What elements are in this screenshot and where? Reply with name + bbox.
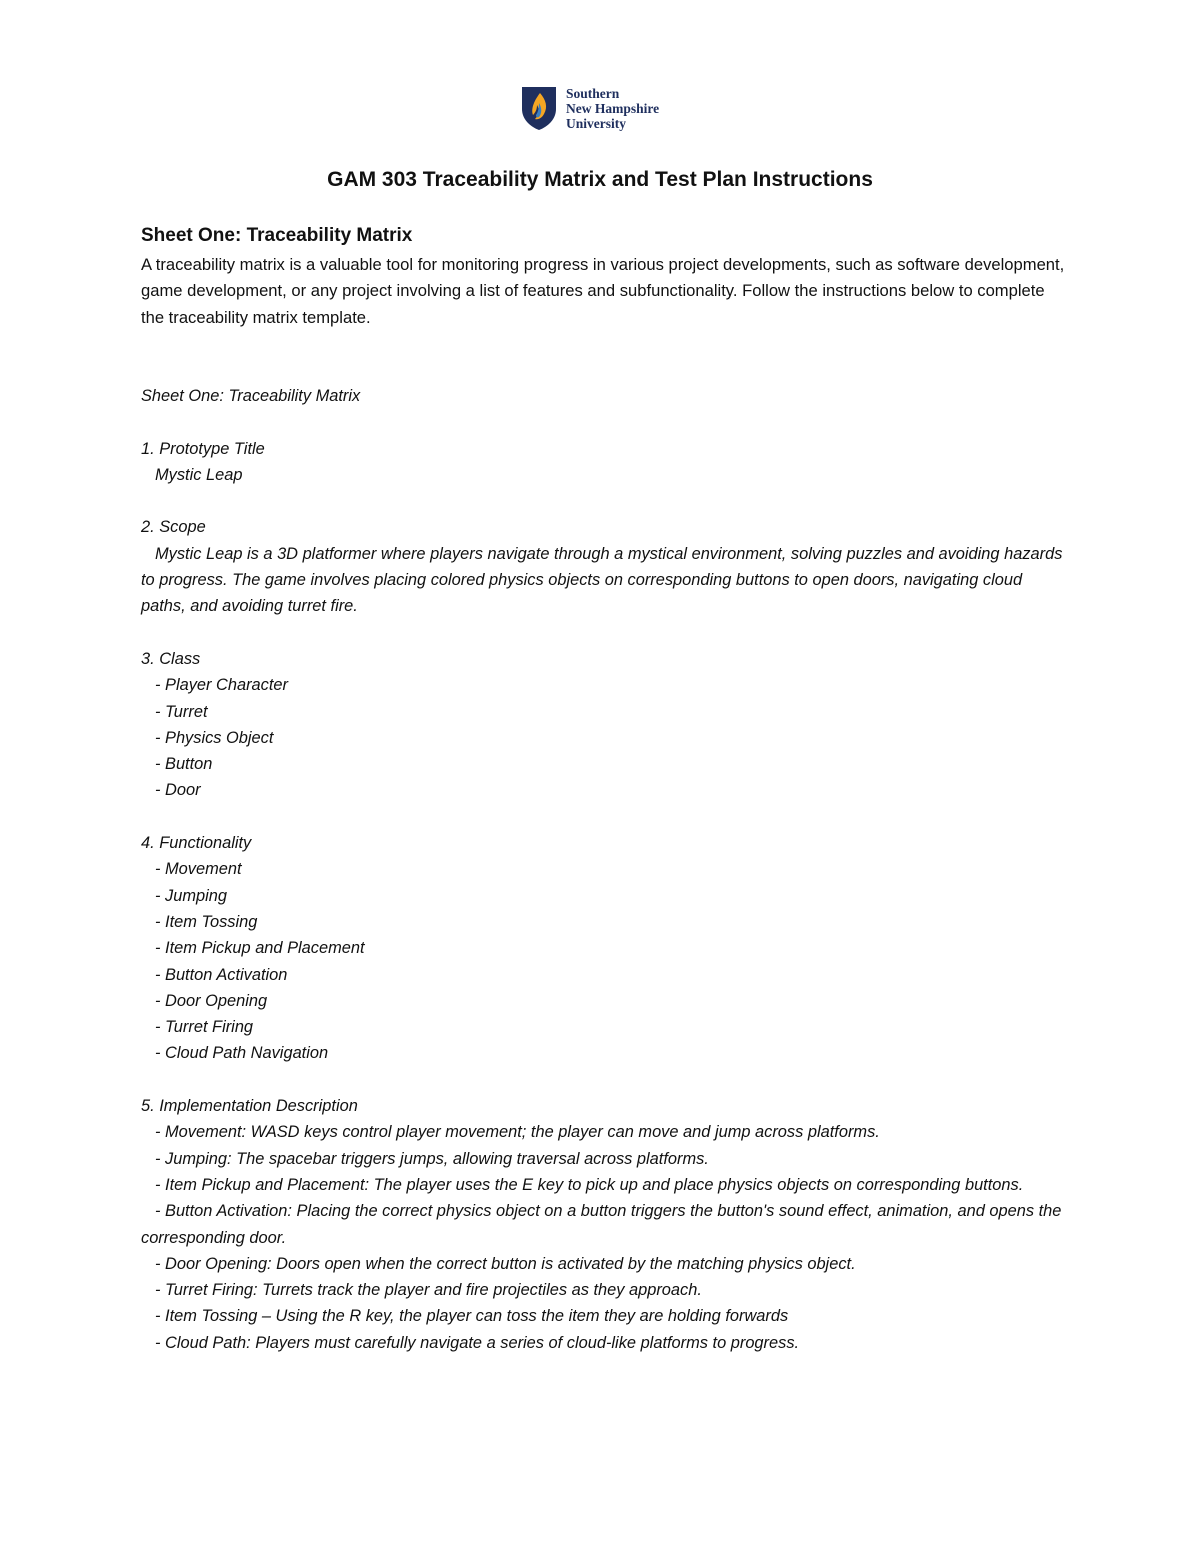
- functionality-item: - Cloud Path Navigation: [155, 1044, 329, 1063]
- flame-shield-icon: [521, 85, 557, 131]
- class-item: - Door: [155, 781, 201, 800]
- implementation-item: - Movement: WASD keys control player movement; the player can move and jump across platforms.: [155, 1123, 880, 1142]
- implementation-item: - Cloud Path: Players must carefully navigate a series of cloud-like platforms to progress.: [155, 1333, 800, 1352]
- functionality-item: - Turret Firing: [155, 1018, 254, 1037]
- functionality-item: - Button Activation: [155, 965, 288, 984]
- prototype-title-value: Mystic Leap: [155, 465, 243, 484]
- functionality-item: - Movement: [155, 860, 242, 879]
- functionality-item: - Item Pickup and Placement: [155, 939, 365, 958]
- prototype-title-label: 1. Prototype Title: [141, 439, 265, 458]
- functionality-label: 4. Functionality: [141, 834, 252, 853]
- implementation-item: - Item Tossing – Using the R key, the player can toss the item they are holding forwards: [155, 1307, 789, 1326]
- logo-line-1: Southern: [566, 85, 620, 101]
- class-item: - Physics Object: [155, 728, 274, 747]
- university-logo: [521, 84, 659, 132]
- scope-label: 2. Scope: [141, 518, 206, 537]
- sheet-label: Sheet One: Traceability Matrix: [141, 387, 361, 405]
- logo-line-2: New Hampshire: [566, 100, 660, 116]
- document-title: GAM 303 Traceability Matrix and Test Plan Instructions: [327, 168, 873, 191]
- implementation-item: - Turret Firing: Turrets track the player and fire projectiles as they approach.: [155, 1281, 702, 1300]
- scope-text: Mystic Leap is a 3D platformer where players navigate through a mystical environment, solving puzzles and avoiding hazards to progress. The game involves placing colored physics objects on corresponding buttons to open doors, navigating cloud paths, and avoiding turret fire.: [141, 544, 1063, 616]
- intro-paragraph: A traceability matrix is a valuable tool for monitoring progress in various project developments, such as software development, game development, or any project involving a list of features and subfunctionality. Follow the instructions below to complete the traceability matrix template.: [141, 255, 1065, 327]
- logo-line-3: University: [566, 115, 626, 131]
- implementation-label: 5. Implementation Description: [141, 1097, 358, 1116]
- functionality-item: - Door Opening: [155, 991, 268, 1010]
- implementation-item: - Jumping: The spacebar triggers jumps, allowing traversal across platforms.: [155, 1149, 709, 1168]
- functionality-item: - Item Tossing: [155, 912, 258, 931]
- implementation-item: - Door Opening: Doors open when the correct button is activated by the matching physics object.: [155, 1254, 856, 1273]
- class-item: - Turret: [155, 702, 208, 721]
- template-content: [141, 383, 1071, 1356]
- implementation-item: - Button Activation: Placing the correct physics object on a button triggers the button's sound effect, animation, and opens the corresponding door.: [141, 1202, 1062, 1247]
- functionality-item: - Jumping: [155, 886, 227, 905]
- section-heading: Sheet One: Traceability Matrix: [141, 225, 413, 246]
- university-name: [566, 86, 659, 131]
- class-item: - Button: [155, 755, 213, 774]
- class-label: 3. Class: [141, 649, 201, 668]
- class-item: - Player Character: [155, 676, 288, 695]
- implementation-item: - Item Pickup and Placement: The player uses the E key to pick up and place physics objects on corresponding buttons.: [155, 1175, 1024, 1194]
